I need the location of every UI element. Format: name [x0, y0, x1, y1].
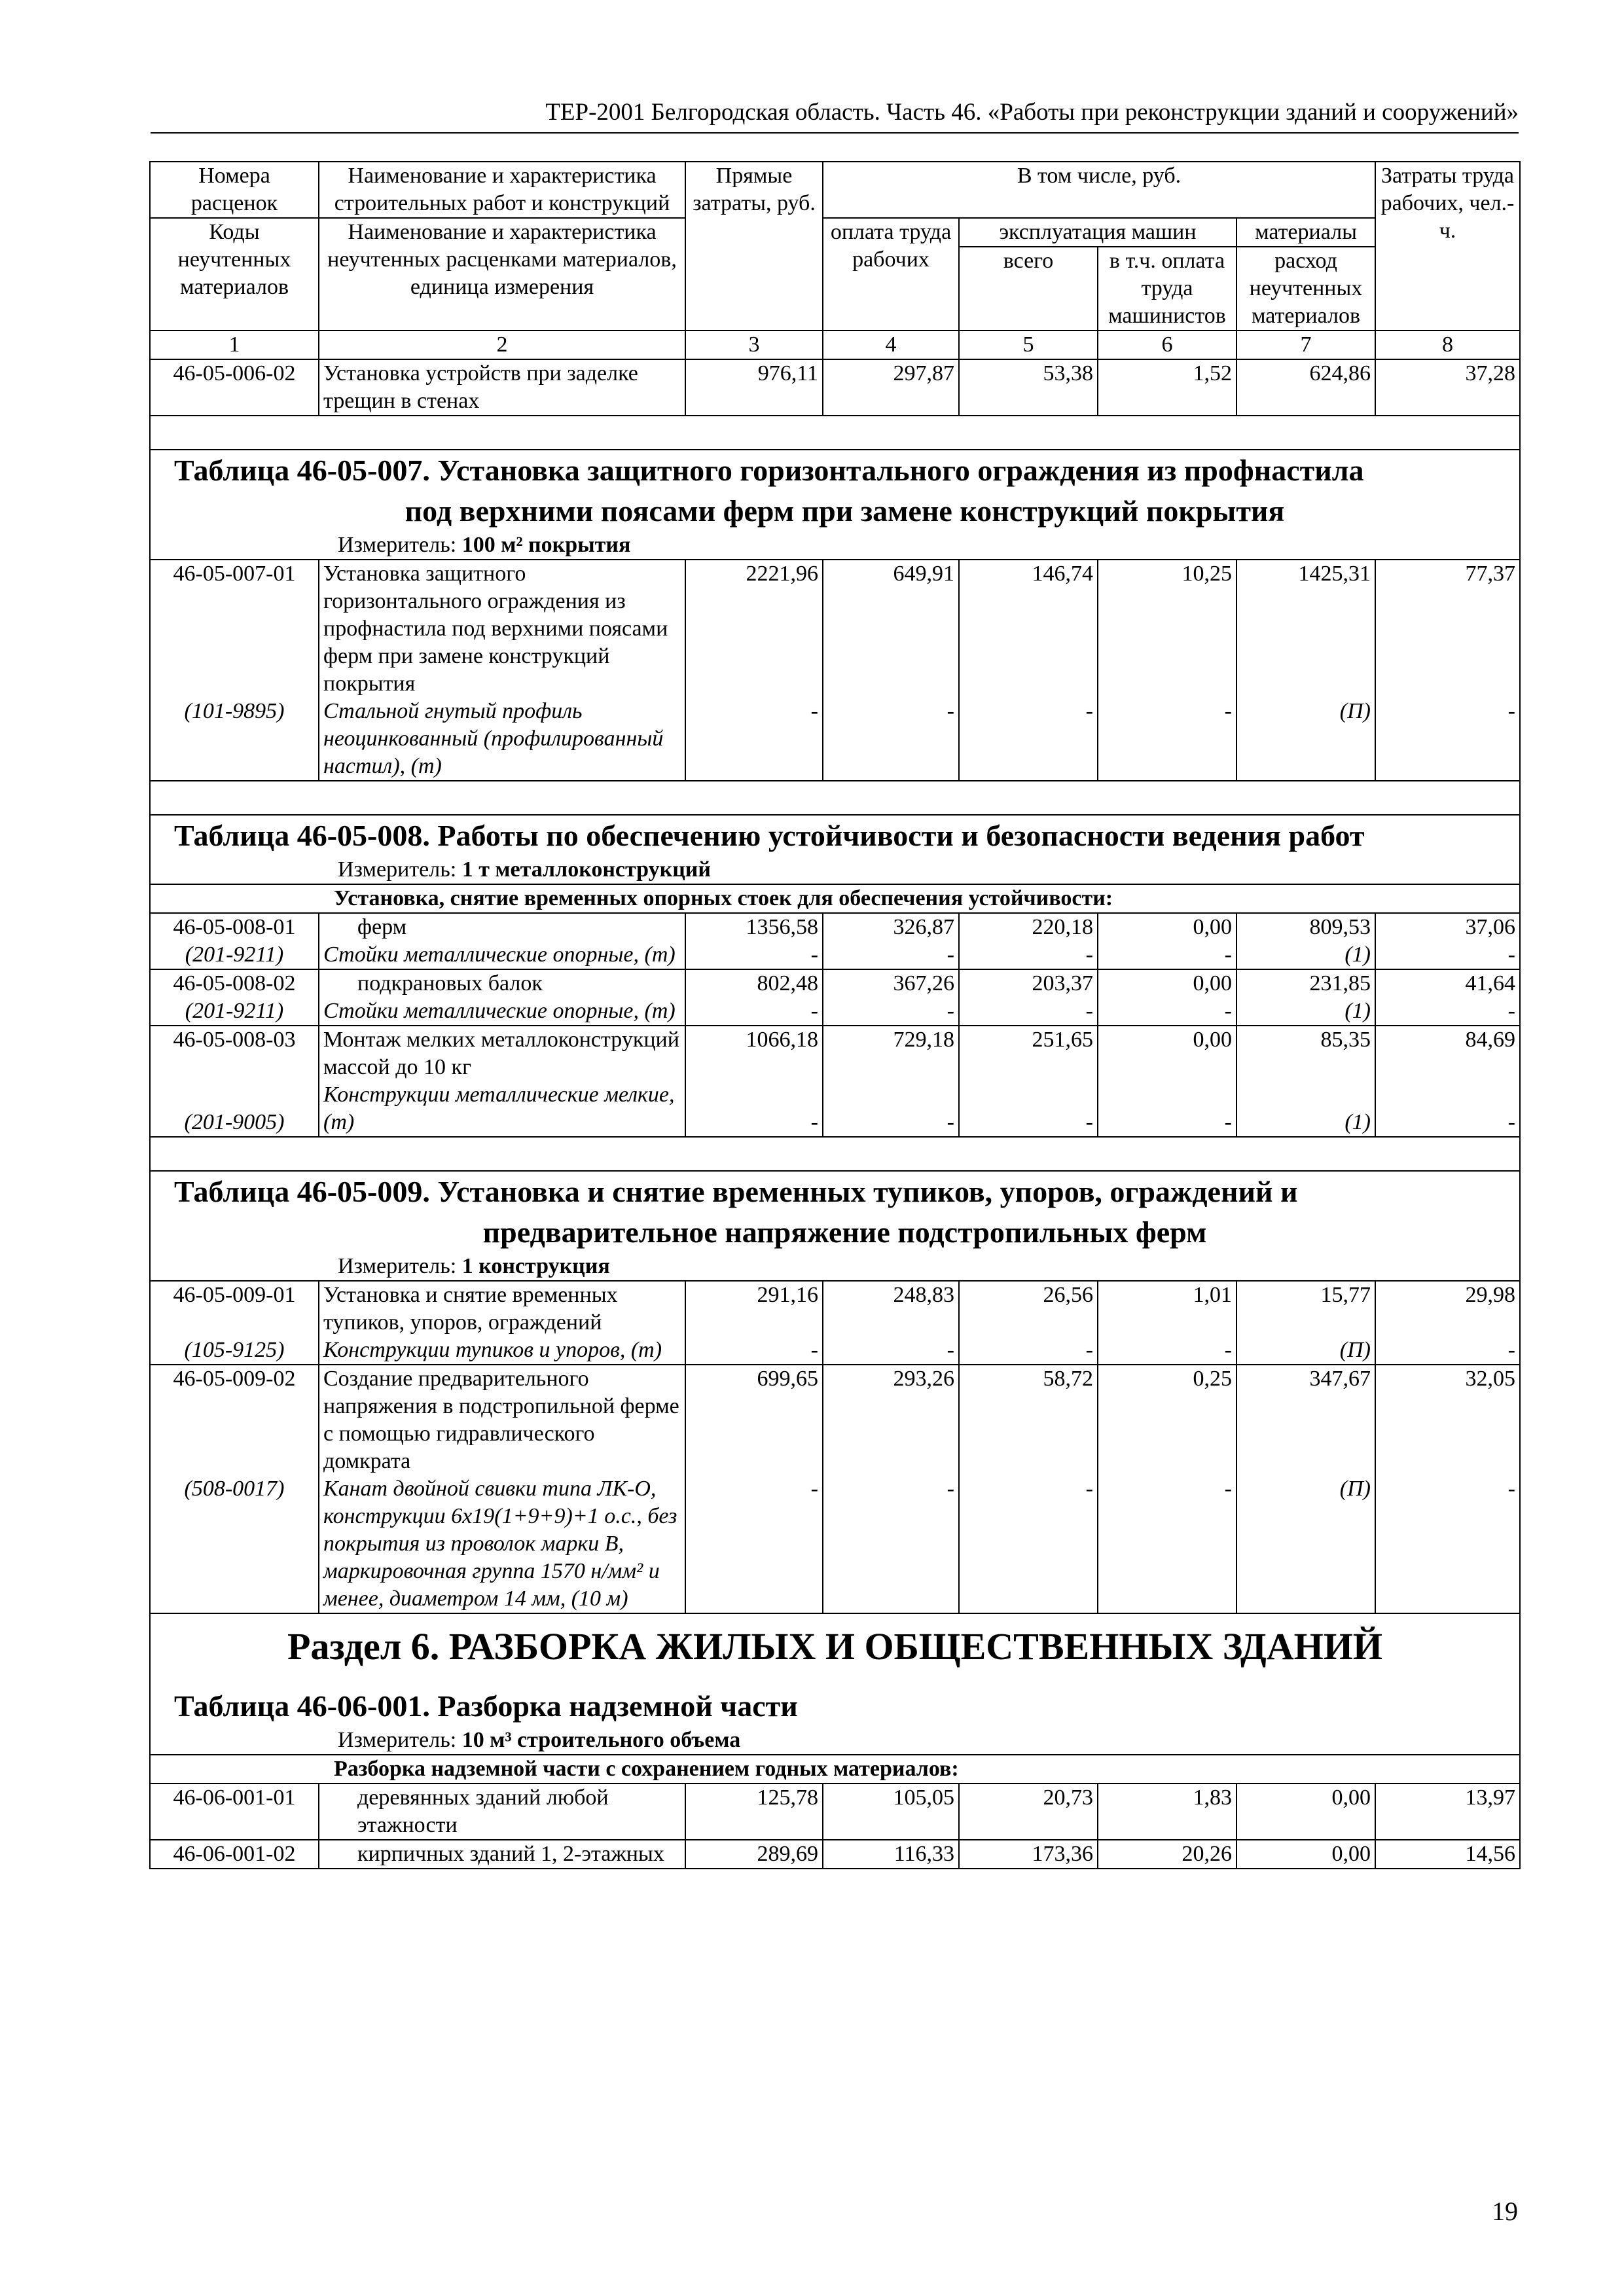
value-direct: 1356,58: [746, 915, 818, 939]
rate-name: Создание предварительного напряжения в подстропильной ферме с помощью гидравлического домкрата: [323, 1367, 679, 1473]
rate-code: 46-05-006-02: [150, 359, 319, 416]
value-materials: 0,00: [1236, 1784, 1375, 1840]
material-name: Канат двойной свивки типа ЛК-О, конструкции 6х19(1+9+9)+1 о.с., без покрытия из проволок марки В, маркировочная группа 1570 н/мм² и менее, диаметром 14 мм, (10 м): [323, 1477, 677, 1611]
material-value: -: [1507, 1110, 1515, 1134]
table-row: [150, 359, 1520, 416]
material-value: (1): [1344, 1110, 1371, 1134]
material-value: -: [810, 942, 818, 967]
material-value: -: [810, 1477, 818, 1501]
value-labor: 729,18: [893, 1028, 954, 1052]
table-title: [154, 1172, 1515, 1253]
rate-code: 46-05-009-02: [173, 1367, 296, 1391]
value-labor-hours: 13,97: [1375, 1784, 1520, 1840]
unit-value: 100 м² покрытия: [461, 533, 631, 557]
colnum: 5: [959, 331, 1098, 359]
column-numbers-row: [150, 331, 1520, 359]
value-materials: 809,53: [1309, 915, 1371, 939]
table-row: [150, 1026, 1520, 1137]
value-direct: 802,48: [757, 971, 818, 996]
rate-name: деревянных зданий любой этажности: [357, 1785, 609, 1837]
value-labor-hours: 29,98: [1465, 1283, 1515, 1307]
rate-code: 46-05-007-01: [173, 562, 296, 586]
hdr-col2-top: Наименование и характеристика строительных работ и конструкций: [319, 162, 685, 218]
material-value: -: [1507, 1338, 1515, 1362]
subheader: Установка, снятие временных опорных стоек для обеспечения устойчивости:: [150, 884, 1520, 913]
header-row-2: [150, 218, 1520, 247]
material-name: Стальной гнутый профиль неоцинкованный (профилированный настил), (т): [323, 699, 664, 778]
material-value: -: [1224, 699, 1232, 723]
header-row-1: [150, 162, 1520, 218]
rate-code: 46-05-008-03: [173, 1028, 296, 1052]
hdr-col5: всего: [959, 247, 1098, 331]
rates-table: [149, 161, 1521, 1869]
material-value: -: [1085, 1110, 1093, 1134]
material-value: -: [1224, 1110, 1232, 1134]
value-machines: 20,73: [959, 1784, 1098, 1840]
unit-line: [154, 531, 1515, 559]
material-value: -: [1085, 999, 1093, 1023]
hdr-col6: в т.ч. оплата труда машинистов: [1098, 247, 1236, 331]
value-machines: 220,18: [1032, 915, 1093, 939]
rate-code: 46-05-008-01: [173, 915, 296, 939]
running-header: ТЕР-2001 Белгородская область. Часть 46. «Работы при реконструкции зданий и сооружений»: [151, 93, 1519, 134]
value-machines: 53,38: [959, 359, 1098, 416]
colnum: 6: [1098, 331, 1236, 359]
material-value: -: [1224, 942, 1232, 967]
value-operators: 0,25: [1193, 1367, 1232, 1391]
unit-value: 1 конструкция: [461, 1254, 610, 1278]
material-code: (201-9005): [184, 1110, 285, 1134]
value-labor: 116,33: [823, 1840, 959, 1869]
value-labor-hours: 37,28: [1375, 359, 1520, 416]
hdr-col4: оплата труда рабочих: [823, 218, 959, 331]
table-title-line: Таблица 46-05-008. Работы по обеспечению устойчивости и безопасности ведения работ: [174, 819, 1365, 852]
unit-label: Измеритель:: [338, 533, 457, 557]
material-value: -: [1224, 1477, 1232, 1501]
rate-code: 46-05-009-01: [173, 1283, 296, 1307]
value-labor: 248,83: [893, 1283, 954, 1307]
table-row: [150, 1784, 1520, 1840]
material-value: -: [1085, 699, 1093, 723]
colnum: 1: [150, 331, 319, 359]
rate-name: Установка устройств при заделке трещин в стенах: [319, 359, 685, 416]
material-value: (П): [1339, 699, 1371, 723]
value-labor-hours: 41,64: [1465, 971, 1515, 996]
value-labor: 367,26: [893, 971, 954, 996]
value-operators: 1,83: [1098, 1784, 1236, 1840]
material-value: (П): [1339, 1477, 1371, 1501]
rate-name: ферм: [357, 915, 407, 939]
unit-label: Измеритель:: [338, 1254, 457, 1278]
rate-code: 46-05-008-02: [173, 971, 296, 996]
hdr-group-main: В том числе, руб.: [823, 162, 1375, 218]
table-title: [154, 450, 1515, 531]
value-direct: 976,11: [685, 359, 823, 416]
material-code: (105-9125): [184, 1338, 285, 1362]
hdr-group-machines: эксплуатация машин: [959, 218, 1236, 247]
value-operators: 10,25: [1182, 562, 1232, 586]
rate-name: Установка защитного горизонтального ограждения из профнастила под верхними поясами ферм при замене конструкций покрытия: [323, 562, 668, 696]
value-operators: 0,00: [1193, 1028, 1232, 1052]
value-machines: 146,74: [1032, 562, 1093, 586]
unit-label: Измеритель:: [338, 857, 457, 882]
value-machines: 203,37: [1032, 971, 1093, 996]
material-code: (508-0017): [184, 1477, 285, 1501]
table-title: [154, 816, 1515, 856]
table-title-line: предварительное напряжение подстропильных ферм: [482, 1215, 1207, 1249]
value-operators: 0,00: [1193, 971, 1232, 996]
material-value: -: [947, 1477, 954, 1501]
material-value: -: [1085, 1338, 1093, 1362]
material-value: (П): [1339, 1338, 1371, 1362]
table-row: [150, 1365, 1520, 1613]
material-code: (201-9211): [185, 999, 284, 1023]
value-labor-hours: 77,37: [1465, 562, 1515, 586]
value-labor-hours: 32,05: [1465, 1367, 1515, 1391]
value-labor-hours: 84,69: [1465, 1028, 1515, 1052]
material-value: -: [810, 699, 818, 723]
value-direct: 289,69: [685, 1840, 823, 1869]
material-value: -: [1224, 1338, 1232, 1362]
hdr-col1-top: Номера расценок: [150, 162, 319, 218]
value-machines: 58,72: [1043, 1367, 1093, 1391]
table-title-line: под верхними поясами ферм при замене конструкций покрытия: [405, 494, 1285, 528]
table-row: [150, 913, 1520, 969]
material-value: -: [947, 999, 954, 1023]
value-labor: 105,05: [823, 1784, 959, 1840]
hdr-col8: Затраты труда рабочих, чел.-ч.: [1375, 162, 1520, 331]
value-labor-hours: 37,06: [1465, 915, 1515, 939]
value-operators: 1,01: [1193, 1283, 1232, 1307]
value-labor-hours: 14,56: [1375, 1840, 1520, 1869]
page-number: 19: [1492, 2197, 1518, 2226]
hdr-col1-bottom: Коды неучтенных материалов: [150, 218, 319, 331]
hdr-col3: Прямые затраты, руб.: [685, 162, 823, 331]
value-labor: 649,91: [893, 562, 954, 586]
material-value: -: [1507, 699, 1515, 723]
value-materials: 15,77: [1320, 1283, 1371, 1307]
value-direct: 125,78: [685, 1784, 823, 1840]
table-row: [150, 1840, 1520, 1869]
value-labor: 326,87: [893, 915, 954, 939]
material-value: -: [810, 1110, 818, 1134]
table-row: [150, 1281, 1520, 1365]
table-title-line: Таблица 46-05-007. Установка защитного горизонтального ограждения из профнастила: [174, 454, 1364, 487]
value-materials: 347,67: [1309, 1367, 1371, 1391]
material-value: -: [810, 999, 818, 1023]
material-value: -: [947, 1110, 954, 1134]
rate-name: Установка и снятие временных тупиков, упоров, ограждений: [323, 1283, 618, 1335]
rate-code: 46-06-001-02: [150, 1840, 319, 1869]
rate-name: подкрановых балок: [357, 971, 543, 996]
value-materials: 624,86: [1236, 359, 1375, 416]
colnum: 3: [685, 331, 823, 359]
unit-value: 10 м³ строительного объема: [461, 1728, 741, 1752]
material-code: (101-9895): [184, 699, 285, 723]
material-value: (1): [1344, 999, 1371, 1023]
material-code: (201-9211): [185, 942, 284, 967]
table-row: [150, 969, 1520, 1026]
material-value: -: [1507, 999, 1515, 1023]
material-value: -: [1085, 942, 1093, 967]
colnum: 2: [319, 331, 685, 359]
value-materials: 231,85: [1309, 971, 1371, 996]
material-value: -: [810, 1338, 818, 1362]
unit-label: Измеритель:: [338, 1728, 457, 1752]
material-value: -: [947, 699, 954, 723]
unit-line: [154, 1253, 1515, 1280]
value-materials: 1425,31: [1298, 562, 1371, 586]
subheader: Разборка надземной части с сохранением годных материалов:: [150, 1755, 1520, 1784]
value-operators: 20,26: [1098, 1840, 1236, 1869]
rate-name: кирпичных зданий 1, 2-этажных: [357, 1842, 664, 1866]
unit-line: [154, 856, 1515, 884]
section-title: Раздел 6. РАЗБОРКА ЖИЛЫХ И ОБЩЕСТВЕННЫХ ЗДАНИЙ: [287, 1625, 1382, 1668]
colnum: 4: [823, 331, 959, 359]
value-labor: 293,26: [893, 1367, 954, 1391]
material-name: Конструкции металлические мелкие, (т): [323, 1083, 675, 1134]
value-operators: 1,52: [1098, 359, 1236, 416]
value-direct: 2221,96: [746, 562, 818, 586]
table-title: [154, 1686, 1515, 1727]
colnum: 7: [1236, 331, 1375, 359]
material-value: -: [1224, 999, 1232, 1023]
unit-value: 1 т металлоконструкций: [461, 857, 711, 882]
hdr-col2-bottom: Наименование и характеристика неучтенных расценками материалов, единица измерения: [319, 218, 685, 331]
material-name: Стойки металлические опорные, (т): [323, 942, 676, 967]
material-value: -: [947, 942, 954, 967]
value-labor: 297,87: [823, 359, 959, 416]
table-title-line: Таблица 46-05-009. Установка и снятие временных тупиков, упоров, ограждений и: [174, 1175, 1298, 1208]
table-row: [150, 560, 1520, 781]
value-machines: 173,36: [959, 1840, 1098, 1869]
material-value: -: [1507, 942, 1515, 967]
colnum: 8: [1375, 331, 1520, 359]
value-operators: 0,00: [1193, 915, 1232, 939]
material-value: -: [1507, 1477, 1515, 1501]
rate-code: 46-06-001-01: [150, 1784, 319, 1840]
table-title-line: Таблица 46-06-001. Разборка надземной части: [174, 1689, 798, 1723]
material-value: -: [947, 1338, 954, 1362]
value-machines: 251,65: [1032, 1028, 1093, 1052]
material-value: -: [1085, 1477, 1093, 1501]
value-machines: 26,56: [1043, 1283, 1093, 1307]
value-direct: 1066,18: [746, 1028, 818, 1052]
material-name: Стойки металлические опорные, (т): [323, 999, 676, 1023]
unit-line: [154, 1727, 1515, 1754]
rate-name: Монтаж мелких металлоконструкций массой до 10 кг: [323, 1028, 679, 1079]
hdr-group-materials: материалы: [1236, 218, 1375, 247]
material-name: Конструкции тупиков и упоров, (т): [323, 1338, 662, 1362]
material-value: (1): [1344, 942, 1371, 967]
hdr-col7: расход неучтенных материалов: [1236, 247, 1375, 331]
value-direct: 699,65: [757, 1367, 818, 1391]
value-materials: 85,35: [1320, 1028, 1371, 1052]
value-materials: 0,00: [1236, 1840, 1375, 1869]
value-direct: 291,16: [757, 1283, 818, 1307]
